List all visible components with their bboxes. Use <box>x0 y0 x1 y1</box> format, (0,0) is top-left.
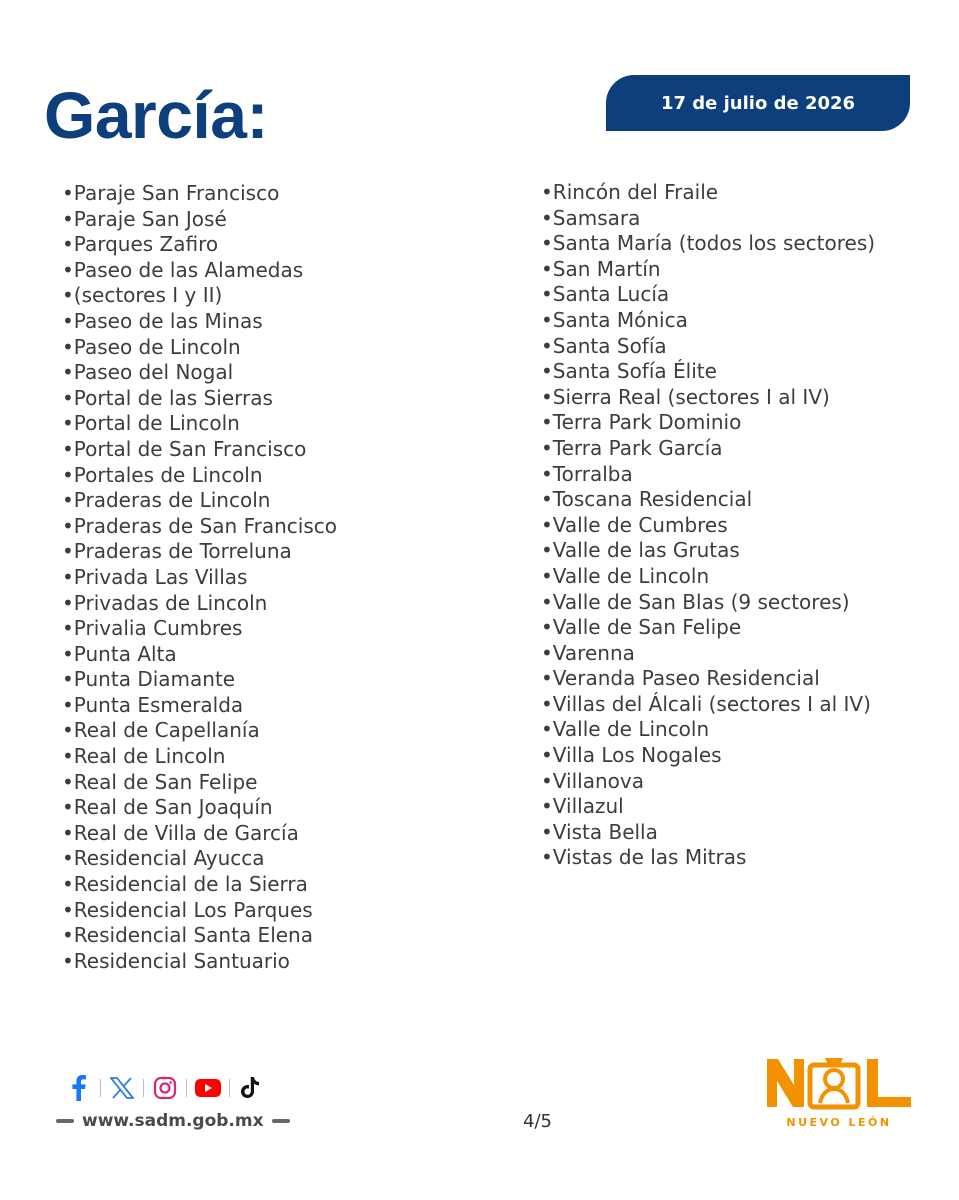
list-item: • Real de Lincoln <box>62 744 362 770</box>
divider <box>272 1119 290 1123</box>
list-item: • Terra Park Dominio <box>541 410 941 436</box>
instagram-icon[interactable] <box>150 1073 180 1103</box>
list-item: • Paraje San José <box>62 207 362 233</box>
list-item: • Portal de las Sierras <box>62 386 362 412</box>
divider <box>100 1079 101 1097</box>
list-item: • Praderas de Torreluna <box>62 539 362 565</box>
list-item: • Vistas de las Mitras <box>541 845 941 871</box>
list-item: • Villas del Álcali (sectores I al IV) <box>541 692 941 718</box>
list-item: • Punta Diamante <box>62 667 362 693</box>
list-item: • Valle de Lincoln <box>541 717 941 743</box>
list-item: • Real de San Joaquín <box>62 795 362 821</box>
divider <box>229 1079 230 1097</box>
list-item: • San Martín <box>541 257 941 283</box>
neighborhood-list-left <box>62 181 362 974</box>
list-item: • Real de Capellanía <box>62 718 362 744</box>
list-item: • Punta Esmeralda <box>62 693 362 719</box>
list-item: • Villa Los Nogales <box>541 743 941 769</box>
divider <box>186 1079 187 1097</box>
list-item: • Privalia Cumbres <box>62 616 362 642</box>
list-item: • Villazul <box>541 794 941 820</box>
list-item: • Santa Lucía <box>541 282 941 308</box>
list-item: • Veranda Paseo Residencial <box>541 666 941 692</box>
list-item: • Varenna <box>541 641 941 667</box>
list-item: • Valle de las Grutas <box>541 538 941 564</box>
social-links <box>64 1073 266 1103</box>
list-item: • Real de Villa de García <box>62 821 362 847</box>
list-item: • Santa Mónica <box>541 308 941 334</box>
list-item: • Valle de San Blas (9 sectores) <box>541 590 941 616</box>
list-item: • Rincón del Fraile <box>541 180 941 206</box>
list-item: • Santa Sofía Élite <box>541 359 941 385</box>
divider <box>56 1119 74 1123</box>
list-item: • Residencial Santa Elena <box>62 923 362 949</box>
list-item: • Parques Zafiro <box>62 232 362 258</box>
list-item: • Praderas de San Francisco <box>62 514 362 540</box>
list-item: • Paseo de Lincoln <box>62 335 362 361</box>
list-item: • Santa Sofía <box>541 334 941 360</box>
list-item: • Valle de San Felipe <box>541 615 941 641</box>
list-item: • Real de San Felipe <box>62 770 362 796</box>
list-item: • Privadas de Lincoln <box>62 591 362 617</box>
list-item: • Toscana Residencial <box>541 487 941 513</box>
page-number: 4/5 <box>523 1111 552 1132</box>
list-item: • Paseo de las Minas <box>62 309 362 335</box>
list-item: • Valle de Lincoln <box>541 564 941 590</box>
list-item: • Santa María (todos los sectores) <box>541 231 941 257</box>
date-badge <box>606 75 910 131</box>
list-item: • Samsara <box>541 206 941 232</box>
list-item: • Paraje San Francisco <box>62 181 362 207</box>
list-item: • Residencial de la Sierra <box>62 872 362 898</box>
website-footer <box>48 1111 298 1131</box>
list-item: • Residencial Santuario <box>62 949 362 975</box>
list-item: • (sectores I y II) <box>62 283 362 309</box>
list-item: • Portales de Lincoln <box>62 463 362 489</box>
youtube-icon[interactable] <box>193 1073 223 1103</box>
logo-caption: NUEVO LEÓN <box>786 1116 892 1129</box>
divider <box>143 1079 144 1097</box>
list-item: • Portal de San Francisco <box>62 437 362 463</box>
tiktok-icon[interactable] <box>236 1073 266 1103</box>
list-item: • Torralba <box>541 462 941 488</box>
list-item: • Privada Las Villas <box>62 565 362 591</box>
list-item: • Valle de Cumbres <box>541 513 941 539</box>
list-item: • Residencial Los Parques <box>62 898 362 924</box>
list-item: • Praderas de Lincoln <box>62 488 362 514</box>
x-icon[interactable] <box>107 1073 137 1103</box>
list-item: • Villanova <box>541 769 941 795</box>
date-label: 17 de julio de 2026 <box>660 92 856 114</box>
list-item: • Paseo de las Alamedas <box>62 258 362 284</box>
page-title: García: <box>44 78 268 152</box>
list-item: • Paseo del Nogal <box>62 360 362 386</box>
list-item: • Portal de Lincoln <box>62 411 362 437</box>
facebook-icon[interactable] <box>64 1073 94 1103</box>
list-item: • Residencial Ayucca <box>62 846 362 872</box>
list-item: • Punta Alta <box>62 642 362 668</box>
nuevo-leon-logo <box>765 1055 913 1111</box>
list-item: • Terra Park García <box>541 436 941 462</box>
neighborhood-list-right <box>541 180 941 871</box>
website-link[interactable]: www.sadm.gob.mx <box>82 1111 264 1131</box>
list-item: • Sierra Real (sectores I al IV) <box>541 385 941 411</box>
list-item: • Vista Bella <box>541 820 941 846</box>
